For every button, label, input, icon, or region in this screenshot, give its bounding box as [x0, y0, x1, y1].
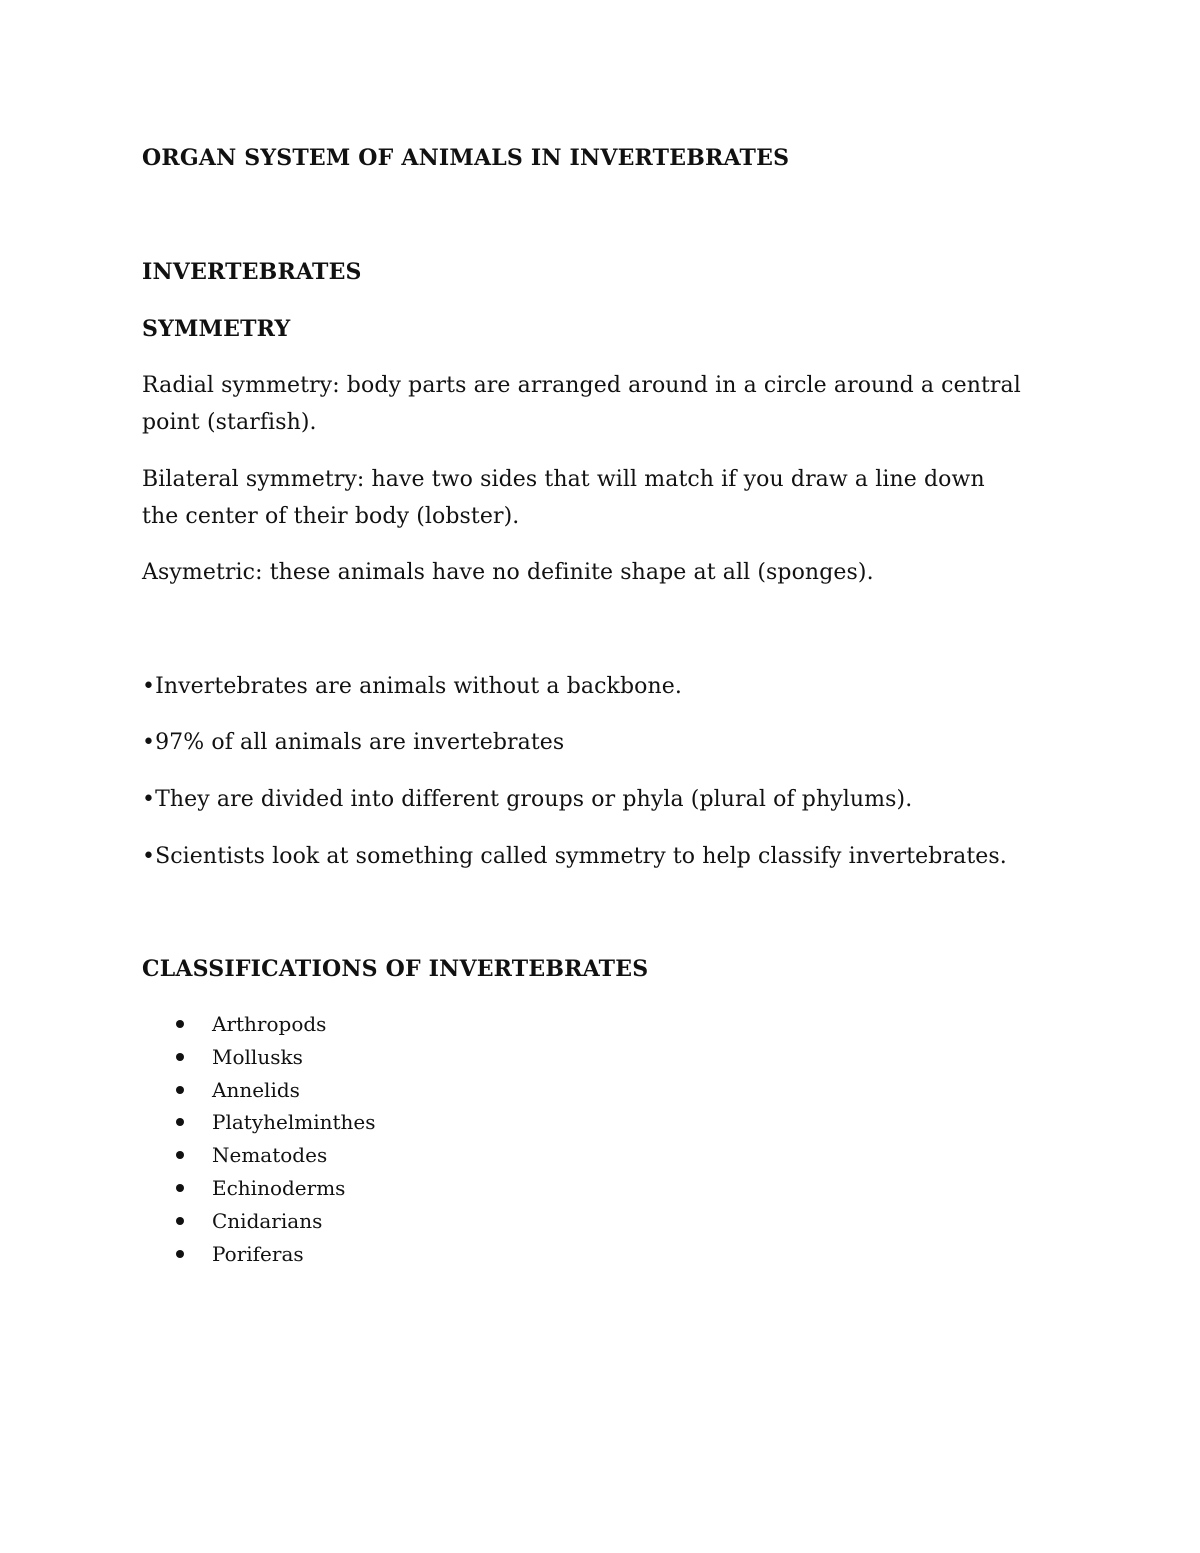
- bullet-icon: [176, 1086, 184, 1094]
- list-item-label: Echinoderms: [212, 1175, 346, 1200]
- fact-paragraph: •97% of all animals are invertebrates: [142, 730, 565, 755]
- bullet-icon: [176, 1217, 184, 1225]
- list-item-label: Poriferas: [212, 1241, 304, 1266]
- bullet-icon: [176, 1053, 184, 1061]
- bullet-icon: [176, 1020, 184, 1028]
- list-item-label: Cnidarians: [212, 1208, 323, 1233]
- bullet-icon: [176, 1250, 184, 1258]
- radial-symmetry-line-2: point (starfish).: [142, 410, 317, 435]
- section-heading-invertebrates: INVERTEBRATES: [142, 259, 362, 285]
- list-item-label: Arthropods: [212, 1012, 327, 1036]
- section-heading-symmetry: SYMMETRY: [142, 316, 291, 342]
- bullet-icon: [176, 1118, 184, 1126]
- fact-paragraph: •Invertebrates are animals without a backbone.: [142, 674, 682, 699]
- list-item-label: Nematodes: [212, 1143, 328, 1168]
- fact-paragraph: •Scientists look at something called symmetry to help classify invertebrates.: [142, 844, 1007, 869]
- list-item-label: Platyhelminthes: [212, 1110, 376, 1135]
- bullet-icon: [176, 1151, 184, 1159]
- list-item-label: Mollusks: [212, 1044, 303, 1069]
- document-title: ORGAN SYSTEM OF ANIMALS IN INVERTEBRATES: [142, 145, 790, 171]
- bilateral-symmetry-line-1: Bilateral symmetry: have two sides that will match if you draw a line down: [142, 467, 985, 492]
- list-item-label: Annelids: [212, 1077, 300, 1102]
- asymetric-paragraph: Asymetric: these animals have no definite shape at all (sponges).: [142, 560, 874, 585]
- fact-paragraph: •They are divided into different groups or phyla (plural of phylums).: [142, 787, 913, 812]
- bullet-icon: [176, 1184, 184, 1192]
- radial-symmetry-line-1: Radial symmetry: body parts are arranged around in a circle around a central: [142, 373, 1021, 398]
- bilateral-symmetry-line-2: the center of their body (lobster).: [142, 504, 520, 529]
- classifications-heading: CLASSIFICATIONS OF INVERTEBRATES: [142, 956, 649, 982]
